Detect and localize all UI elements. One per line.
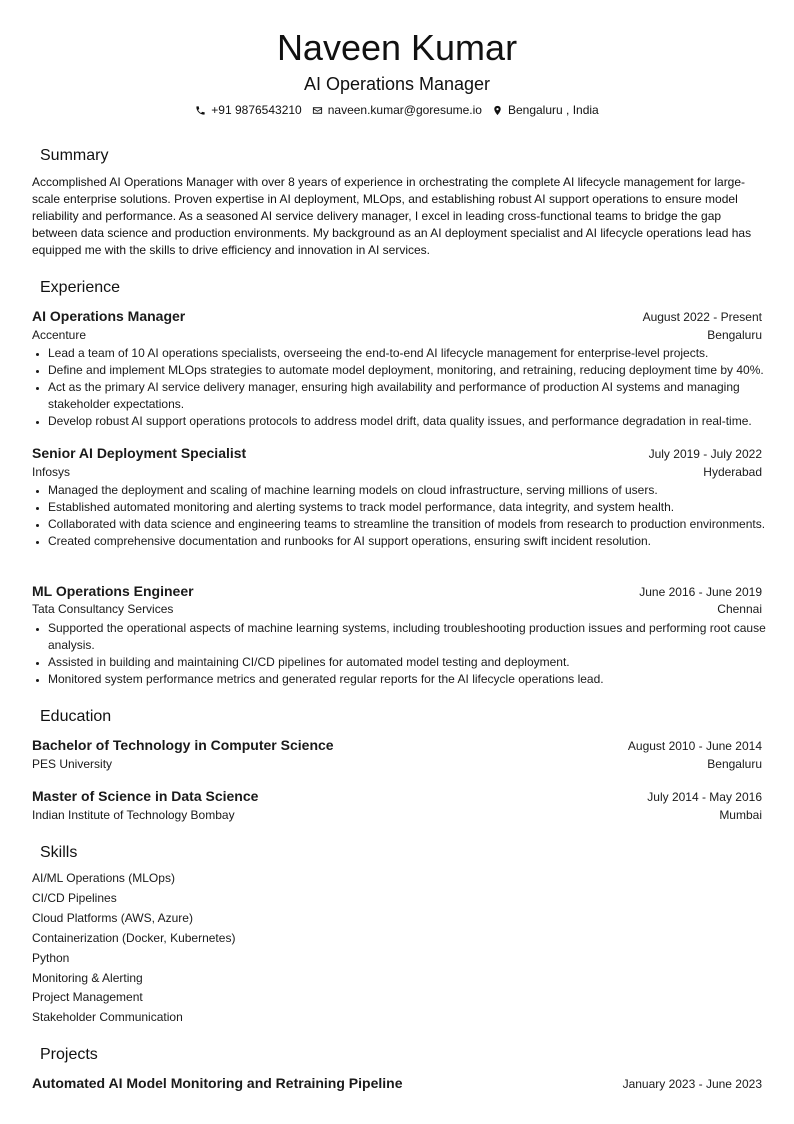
- job-date: July 2019 - July 2022: [648, 447, 762, 461]
- list-item: • Supported the operational aspects of machine learning systems, including troubleshooting production issues and performing root cause analysis.: [48, 620, 783, 654]
- list-item: • Managed the deployment and scaling of machine learning models on cloud infrastructure, serving millions of users.: [48, 482, 783, 499]
- email-text: naveen.kumar@goresume.io: [327, 103, 482, 117]
- list-item: • Act as the primary AI service delivery manager, ensuring high availability and performance of production AI systems and managing stakeholder expectations.: [48, 379, 783, 413]
- education-heading: Education: [40, 708, 112, 725]
- summary-heading: Summary: [40, 147, 109, 164]
- job-bullets: [32, 482, 783, 550]
- job-company: Infosys: [32, 465, 71, 479]
- contact-location: [492, 101, 599, 119]
- education-meta: [32, 807, 762, 823]
- list-item: • Created comprehensive documentation and runbooks for AI support operations, ensuring swift incident resolution.: [48, 533, 783, 550]
- project-header: [32, 1074, 762, 1093]
- list-item: • Define and implement MLOps strategies to automate model deployment, monitoring, and retraining, reducing deployment time by 40%.: [48, 362, 783, 379]
- project-date: January 2023 - June 2023: [622, 1077, 762, 1091]
- list-item: AI/ML Operations (MLOps): [32, 871, 175, 885]
- list-item: Stakeholder Communication: [32, 1010, 183, 1025]
- candidate-role: AI Operations Manager: [303, 74, 491, 94]
- list-item: • Established automated monitoring and alerting systems to track model performance, data integrity, and system health.: [48, 499, 783, 516]
- school-location: Bengaluru: [707, 757, 762, 771]
- education-meta: [32, 756, 762, 772]
- degree-title: Bachelor of Technology in Computer Science: [32, 737, 334, 753]
- education-header: [32, 787, 762, 806]
- job-meta: [32, 327, 762, 343]
- job-header: [32, 307, 762, 326]
- list-item: Containerization (Docker, Kubernetes): [32, 930, 236, 945]
- envelope-icon: [312, 105, 323, 116]
- skills-list: [32, 869, 432, 1028]
- contact-phone: [195, 101, 301, 119]
- school-name: Indian Institute of Technology Bombay: [32, 808, 235, 822]
- job-title: Senior AI Deployment Specialist: [32, 445, 247, 461]
- job-meta: [32, 464, 762, 480]
- job-location: Chennai: [717, 602, 762, 616]
- job-location: Hyderabad: [703, 465, 762, 479]
- project-title: Automated AI Model Monitoring and Retraining Pipeline: [32, 1075, 403, 1091]
- education-date: August 2010 - June 2014: [627, 739, 762, 753]
- list-item: Python: [32, 950, 70, 965]
- list-item: CI/CD Pipelines: [32, 890, 117, 905]
- job-location: Bengaluru: [707, 328, 762, 342]
- location-text: Bengaluru , India: [507, 103, 599, 117]
- list-item: • Develop robust AI support operations protocols to address model drift, data quality issues, and performance degradation in real-time.: [48, 413, 783, 430]
- job-date: August 2022 - Present: [642, 310, 762, 324]
- list-item: Monitoring & Alerting: [32, 970, 143, 985]
- list-item: Cloud Platforms (AWS, Azure): [32, 910, 193, 925]
- job-company: Accenture: [32, 328, 87, 342]
- map-pin-icon: [492, 105, 503, 116]
- school-name: PES University: [32, 757, 113, 771]
- skills-heading: Skills: [40, 844, 78, 861]
- summary-text: Accomplished AI Operations Manager with over 8 years of experience in orchestrating the complete AI lifecycle management for large-scale enterprise solutions. Proven expertise in AI deployment, MLOps, and establishing robust AI support operations to ensure model reliability and performance. As a seasoned AI service delivery manager, I excel in leading cross-functional teams to bridge the gap between data science and production environments. My background as an AI deployment specialist and AI lifecycle operations lead has equipped me with the skills to drive efficiency and innovation in AI services.: [32, 175, 752, 257]
- list-item: • Collaborated with data science and engineering teams to streamline the transition of models from research to production environments.: [48, 516, 783, 533]
- job-bullets: [32, 620, 783, 688]
- job-header: [32, 444, 762, 463]
- education-date: July 2014 - May 2016: [647, 790, 762, 804]
- phone-text: +91 9876543210: [211, 103, 302, 117]
- education-header: [32, 736, 762, 755]
- list-item: Project Management: [32, 990, 143, 1005]
- list-item: • Monitored system performance metrics and generated regular reports for the AI lifecycle operations lead.: [48, 671, 783, 688]
- job-company: Tata Consultancy Services: [32, 602, 174, 616]
- job-date: June 2016 - June 2019: [639, 585, 762, 599]
- phone-icon: [195, 105, 206, 116]
- job-title: ML Operations Engineer: [32, 583, 194, 599]
- job-header: [32, 582, 762, 601]
- candidate-name: Naveen Kumar: [276, 27, 518, 68]
- list-item: • Assisted in building and maintaining CI/CD pipelines for automated model testing and deployment.: [48, 654, 783, 671]
- contact-email: [312, 101, 482, 119]
- projects-heading: Projects: [40, 1046, 98, 1063]
- contact-bar: [0, 101, 794, 119]
- job-bullets: [32, 345, 783, 430]
- job-meta: [32, 601, 762, 617]
- degree-title: Master of Science in Data Science: [32, 788, 259, 804]
- school-location: Mumbai: [719, 808, 762, 822]
- list-item: • Lead a team of 10 AI operations specialists, overseeing the end-to-end AI lifecycle management for enterprise-level projects.: [48, 345, 783, 362]
- job-title: AI Operations Manager: [32, 308, 186, 324]
- experience-heading: Experience: [40, 279, 121, 296]
